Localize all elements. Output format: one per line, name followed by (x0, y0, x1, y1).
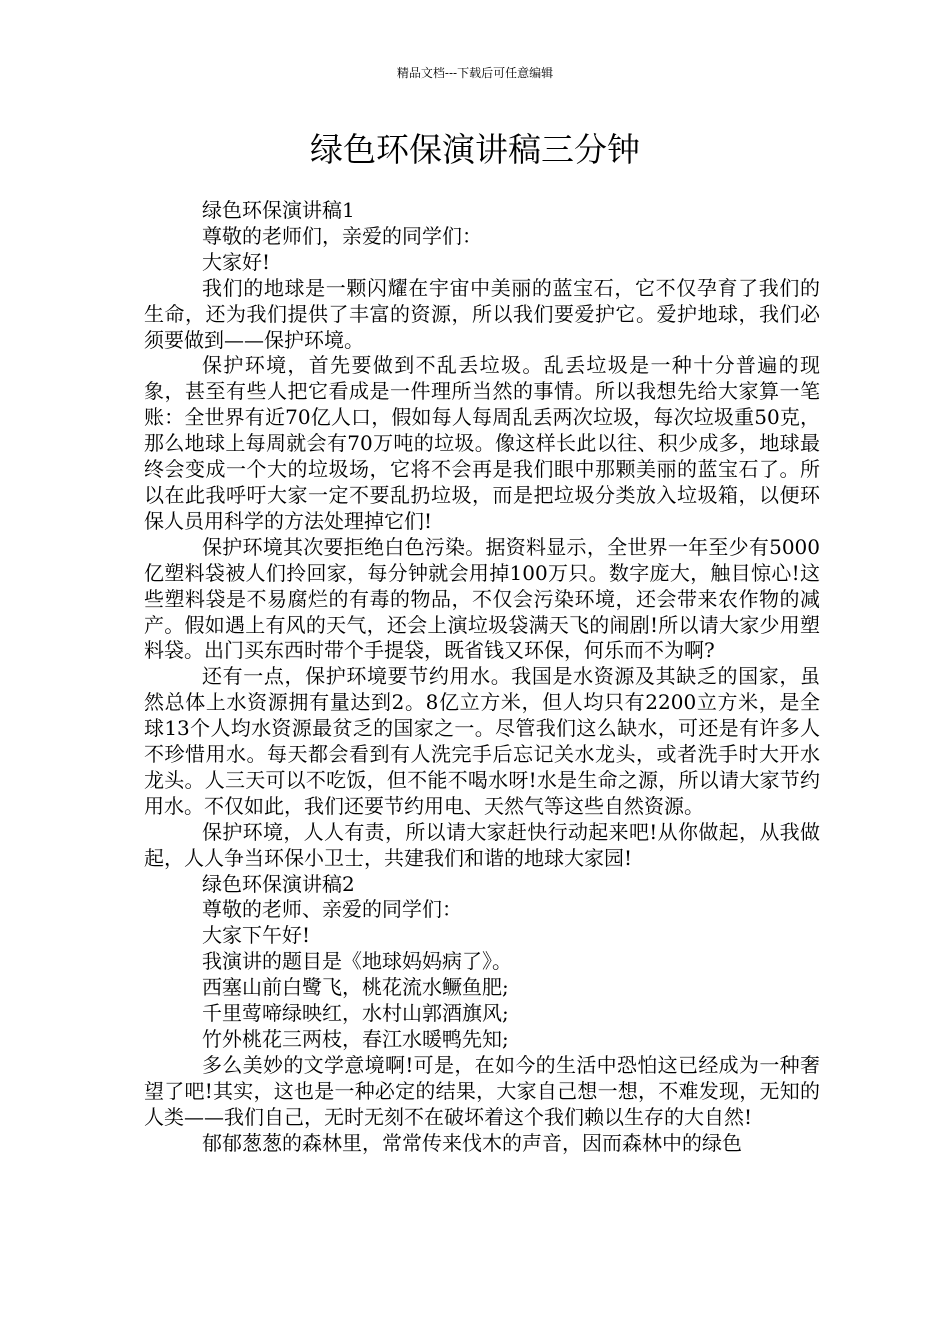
poem-line: 千里莺啼绿映红，水村山郭酒旗风; (202, 1001, 509, 1026)
page-header: 精品文档---下载后可任意编辑 (396, 66, 554, 80)
greeting: 大家下午好! (202, 923, 311, 948)
salutation: 尊敬的老师、亲爱的同学们： (202, 897, 462, 922)
paragraph: 多么美妙的文学意境啊!可是，在如今的生活中恐怕这已经成为一种奢望了吧!其实，这也是一种必定的结果，大家自己想一想，不难发现，无知的人类——我们自己，无时无刻不在破坏着这个我们赖以生存的大自然! (144, 1052, 820, 1129)
greeting: 大家好! (202, 249, 271, 274)
section-heading-2: 绿色环保演讲稿2 (202, 871, 355, 896)
section-heading-1: 绿色环保演讲稿1 (202, 198, 355, 222)
salutation: 尊敬的老师们，亲爱的同学们： (202, 223, 482, 248)
poem-line: 竹外桃花三两枝，春江水暖鸭先知; (202, 1027, 509, 1051)
paragraph: 保护环境，人人有责，所以请大家赶快行动起来吧!从你做起，从我做起，人人争当环保小卫士，共建我们和谐的地球大家园! (144, 819, 820, 870)
paragraph: 我们的地球是一颗闪耀在宇宙中美丽的蓝宝石，它不仅孕育了我们的生命，还为我们提供了丰富的资源，所以我们要爱护它。爱护地球，我们必须要做到——保护环境。 (144, 275, 820, 352)
document-body (144, 198, 820, 1157)
paragraph: 保护环境其次要拒绝白色污染。据资料显示，全世界一年至少有5000亿塑料袋被人们拎回家，每分钟就会用掉100万只。数字庞大，触目惊心!这些塑料袋是不易腐烂的有毒的物品，不仅会污染环境，还会带来农作物的减产。假如遇上有风的天气，还会上演垃圾袋满天飞的闹剧!所以请大家少用塑料袋。出门买东西时带个手提袋，既省钱又环保，何乐而不为啊? (144, 534, 820, 663)
paragraph: 我演讲的题目是《地球妈妈病了》。 (202, 949, 512, 974)
paragraph: 还有一点，保护环境要节约用水。我国是水资源及其缺乏的国家，虽然总体上水资源拥有量达到2。8亿立方米，但人均只有2200立方米，是全球13个人均水资源最贫乏的国家之一。尽管我们这么缺水，可还是有许多人不珍惜用水。每天都会看到有人洗完手后忘记关水龙头，或者洗手时大开水龙头。人三天可以不吃饭，但不能不喝水呀!水是生命之源，所以请大家节约用水。不仅如此，我们还要节约用电、天然气等这些自然资源。 (144, 664, 820, 818)
paragraph: 保护环境，首先要做到不乱丢垃圾。乱丢垃圾是一种十分普遍的现象，甚至有些人把它看成是一件理所当然的事情。所以我想先给大家算一笔账：全世界有近70亿人口，假如每人每周乱丢两次垃圾，每次垃圾重50克，那么地球上每周就会有70万吨的垃圾。像这样长此以往、积少成多，地球最终会变成一个大的垃圾场，它将不会再是我们眼中那颗美丽的蓝宝石了。所以在此我呼吁大家一定不要乱扔垃圾，而是把垃圾分类放入垃圾箱，以便环保人员用科学的方法处理掉它们! (144, 353, 820, 533)
poem-line: 西塞山前白鹭飞，桃花流水鳜鱼肥; (202, 975, 509, 1000)
document-title: 绿色环保演讲稿三分钟 (310, 130, 640, 169)
paragraph: 郁郁葱葱的森林里，常常传来伐木的声音，因而森林中的绿色 (202, 1130, 742, 1155)
